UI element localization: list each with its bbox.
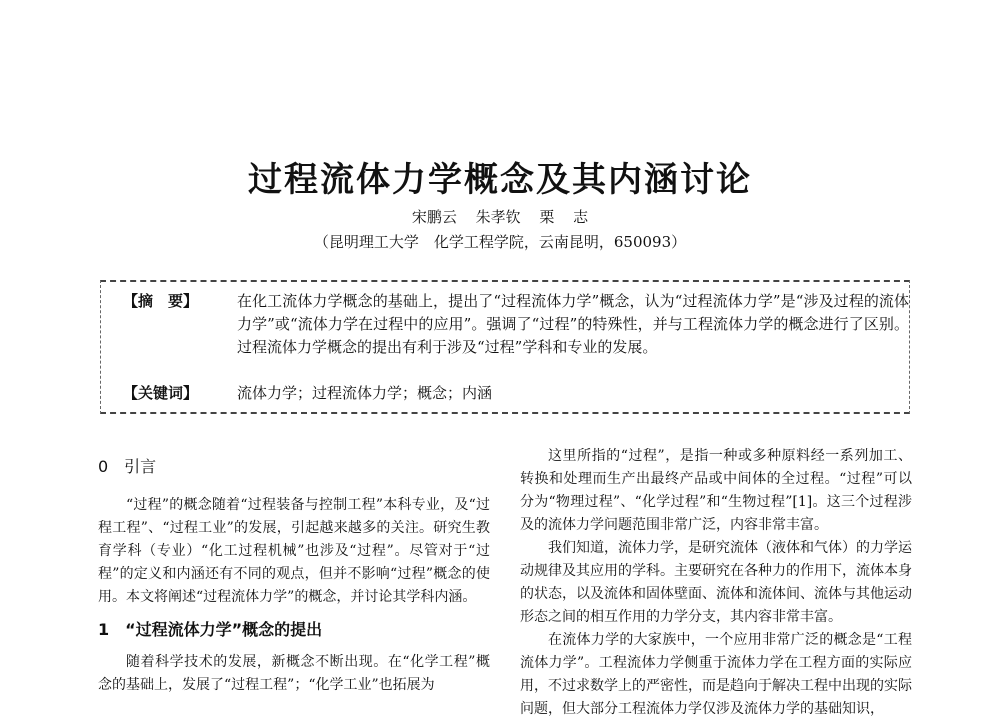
- authors: 宋鹏云 朱孝钦 栗 志: [411, 208, 589, 226]
- keywords-text: 流体力学；过程流体力学；概念；内涵: [237, 384, 493, 402]
- right-column: [520, 445, 912, 721]
- right-paragraph-3: 在流体力学的大家族中，一个应用非常广泛的概念是“工程流体力学”。工程流体力学侧重于流体力学在工程方面的实际应用，不过求数学上的严密性，而是趋向于解决工程中出现的实际问题，但大部分工程流体力学仅涉及流体力学的基础知识，: [520, 632, 912, 717]
- intro-paragraph: “过程”的概念随着“过程装备与控制工程”本科专业，及“过程工程”、“过程工业”的发展，引起越来越多的关注。研究生教育学科（专业）“化工过程机械”也涉及“过程”。尽管对于“过程”的定义和内涵还有不同的观点，但并不影响“过程”概念的使用。本文将阐述“过程流体力学”的概念，并讨论其学科内涵。: [98, 497, 490, 605]
- section-0-heading: 0 引言: [98, 457, 157, 476]
- paper-title: 过程流体力学概念及其内涵讨论: [248, 160, 752, 200]
- left-column: [98, 448, 490, 697]
- section-1-paragraph: 随着科学技术的发展，新概念不断出现。在“化学工程”概念的基础上，发展了“过程工程”；“化学工业”也拓展为: [98, 654, 490, 693]
- right-paragraph-1: 这里所指的“过程”，是指一种或多种原料经一系列加工、转换和处理而生产出最终产品或中间体的全过程。“过程”可以分为“物理过程”、“化学过程”和“生物过程”[1]。这三个过程涉及的流体力学问题范围非常广泛，内容非常丰富。: [520, 448, 912, 533]
- keywords-row: [123, 382, 909, 405]
- abstract-label: 【摘 要】: [123, 292, 199, 310]
- abstract-text: 在化工流体力学概念的基础上，提出了“过程流体力学”概念，认为“过程流体力学”是“涉及过程的流体力学”或“流体力学在过程中的应用”。强调了“过程”的特殊性，并与工程流体力学的概念进行了区别。过程流体力学概念的提出有利于涉及“过程”学科和专业的发展。: [237, 292, 909, 356]
- abstract-row: [123, 290, 909, 356]
- section-1-heading: 1 “过程流体力学”概念的提出: [98, 620, 323, 639]
- keywords-label: 【关键词】: [123, 384, 199, 402]
- abstract-box: [100, 280, 910, 414]
- right-paragraph-2: 我们知道，流体力学，是研究流体（液体和气体）的力学运动规律及其应用的学科。主要研究在各种力的作用下，流体本身的状态，以及流体和固体壁面、流体和流体间、流体与其他运动形态之间的相互作用的力学分支，其内容非常丰富。: [520, 540, 912, 625]
- affiliation: （昆明理工大学 化学工程学院，云南昆明，650093）: [313, 233, 687, 251]
